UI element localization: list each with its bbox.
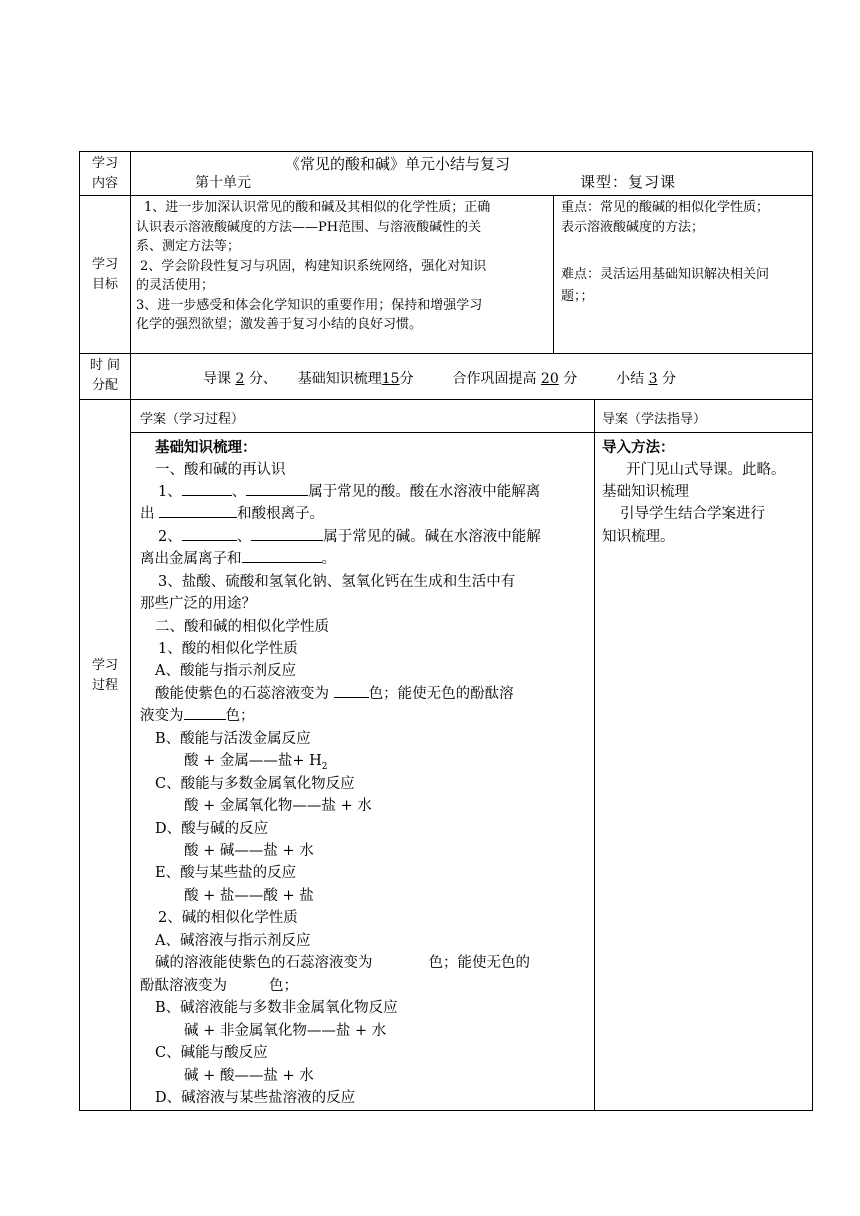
line-base-1: 2、 、 属于常见的碱。碱在水溶液中能解 <box>158 526 541 548</box>
guide-title: 导入方法： <box>602 439 675 456</box>
base-salt: D、碱溶液与某些盐溶液的反应 <box>155 1090 356 1106</box>
question-uses: 3、盐酸、硫酸和氢氧化钠、氢氧化钙在生成和生活中有 <box>158 574 516 590</box>
base-properties: 2、碱的相似化学性质 <box>158 910 298 926</box>
page-title: 《常见的酸和碱》单元小结与复习 <box>285 155 511 173</box>
heading-2: 二、酸和碱的相似化学性质 <box>155 619 329 635</box>
content-label: 学习 内容 <box>91 156 118 191</box>
acid-properties: 1、酸的相似化学性质 <box>158 641 298 657</box>
acid-indicator-text: 酸能使紫色的石蕊溶液变为 色；能使无色的酚酞溶 <box>155 683 514 705</box>
guide-line-3: 引导学生结合学案进行 <box>620 506 765 522</box>
line-base-2: 离出金属离子和 。 <box>140 548 336 570</box>
base-indicator-text: 碱的溶液能使紫色的石蕊溶液变为 色；能使无色的 <box>155 955 530 971</box>
base-nonmetal-oxide: B、碱溶液能与多数非金属氧化物反应 <box>155 1000 398 1016</box>
base-acid: C、碱能与酸反应 <box>155 1045 268 1061</box>
base-acid-eq: 碱 + 酸——盐 + 水 <box>184 1068 314 1084</box>
difficulty: 难点：灵活运用基础知识解决相关问 题；； <box>561 267 770 304</box>
acid-salt: E、酸与某些盐的反应 <box>155 865 297 881</box>
line-acid-2: 出 和酸根离子。 <box>140 503 324 525</box>
time-allocation: 导课 2 分、 基础知识梳理15分 合作巩固提高 20 分 小结 3 分 <box>203 371 676 387</box>
base-indicator-text-2: 酚酞溶液变为 色； <box>140 978 298 994</box>
guide-line-4: 知识梳理。 <box>602 529 675 545</box>
acid-indicator-text-2: 液变为 色； <box>140 705 255 727</box>
guide-line-1: 开门见山式导课。此略。 <box>626 462 786 478</box>
line-acid-1: 1、 、 属于常见的酸。酸在水溶液中能解离 <box>158 481 540 503</box>
objectives-label: 学习 目标 <box>91 257 118 292</box>
objectives-list: 1、进一步加深认识常见的酸和碱及其相似的化学性质；正确 认识表示溶液酸碱度的方法——PH范围、与溶液酸碱性的关 系、测定方法等； 2、学会阶段性复习与巩固，构建知识系统网络，强化对知识 的灵活使用； 3、进一步感受和体会化学知识的重要作用；保持和增强学习 化学的强烈欲望；激发善于复习小结的良好习惯。 <box>136 200 491 332</box>
unit-label: 第十单元 <box>195 175 251 191</box>
left-header: 学案（学习过程） <box>140 412 245 427</box>
section-title: 基础知识梳理： <box>155 439 257 456</box>
key-points: 重点：常见的酸碱的相似化学性质； 表示溶液酸碱度的方法； <box>561 200 770 235</box>
process-label: 学习 过程 <box>91 658 118 693</box>
right-header: 导案（学法指导） <box>602 412 707 427</box>
heading-1: 一、酸和碱的再认识 <box>155 462 286 478</box>
acid-salt-eq: 酸 + 盐——酸 + 盐 <box>184 888 314 904</box>
time-label: 时 间 分配 <box>89 358 121 393</box>
acid-metal-eq: 酸 + 金属——盐+ $H_2$ <box>184 753 328 772</box>
lesson-type: 课型：复习课 <box>580 173 677 191</box>
acid-metal: B、酸能与活泼金属反应 <box>155 731 311 747</box>
acid-base: D、酸与碱的反应 <box>155 821 269 837</box>
base-nonmetal-oxide-eq: 碱 + 非金属氧化物——盐 + 水 <box>184 1023 387 1039</box>
acid-metal-oxide-eq: 酸 + 金属氧化物——盐 + 水 <box>184 798 372 814</box>
guide-line-2: 基础知识梳理 <box>602 484 689 500</box>
acid-metal-oxide: C、酸能与多数金属氧化物反应 <box>155 776 355 792</box>
base-indicator: A、碱溶液与指示剂反应 <box>155 933 311 949</box>
acid-indicator: A、酸能与指示剂反应 <box>155 663 296 679</box>
question-uses-cont: 那些广泛的用途？ <box>140 596 256 612</box>
acid-base-eq: 酸 + 碱——盐 + 水 <box>184 843 314 859</box>
